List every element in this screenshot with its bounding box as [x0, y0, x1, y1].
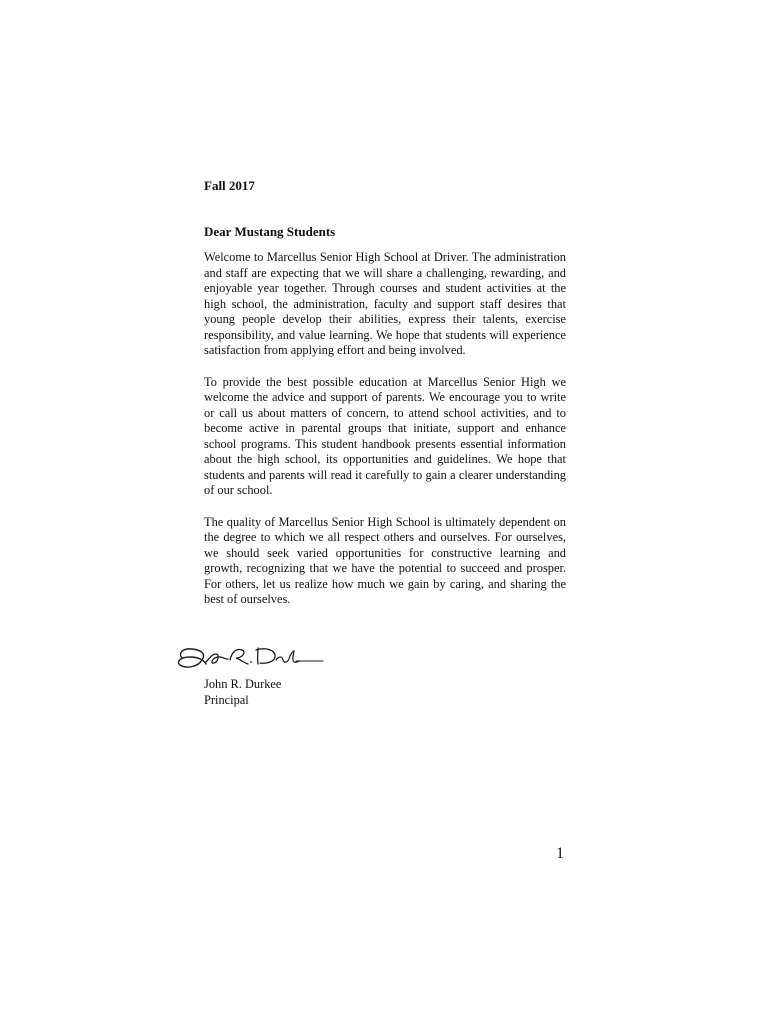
signer-name: John R. Durkee: [204, 677, 282, 691]
letter-paragraph-1: Welcome to Marcellus Senior High School at Driver. The administration and staff are expecting that we will share a challenging, rewarding, and enjoyable year together. Through courses and student activities at the high school, the administration, faculty and support staff desires that young people develop their abilities, express their talents, exercise responsibility, and value learning. We hope that students will experience satisfaction from applying effort and being involved.: [204, 250, 566, 357]
letter-date: Fall 2017: [204, 178, 255, 193]
letter-paragraph-3: The quality of Marcellus Senior High School is ultimately dependent on the degree to which we all respect others and ourselves. For ourselves, we should seek varied opportunities for constructive learning and growth, recognizing that we have the potential to succeed and prosper. For others, let us realize how much we gain by caring, and sharing the best of ourselves.: [204, 514, 566, 606]
handwritten-signature: [176, 640, 326, 674]
letter-paragraph-2: To provide the best possible education at Marcellus Senior High we welcome the advice and support of parents. We encourage you to write or call us about matters of concern, to attend school activities, and to become active in parental groups that initiate, support and enhance school programs. This student handbook presents essential information about the high school, its opportunities and guidelines. We hope that students and parents will read it carefully to gain a clearer understanding of our school.: [204, 374, 566, 497]
letter-body: [204, 178, 566, 608]
letter-closing: [204, 676, 281, 708]
page-number: 1: [556, 845, 564, 862]
signer-title: Principal: [204, 693, 249, 707]
letter-salutation: Dear Mustang Students: [204, 224, 336, 239]
